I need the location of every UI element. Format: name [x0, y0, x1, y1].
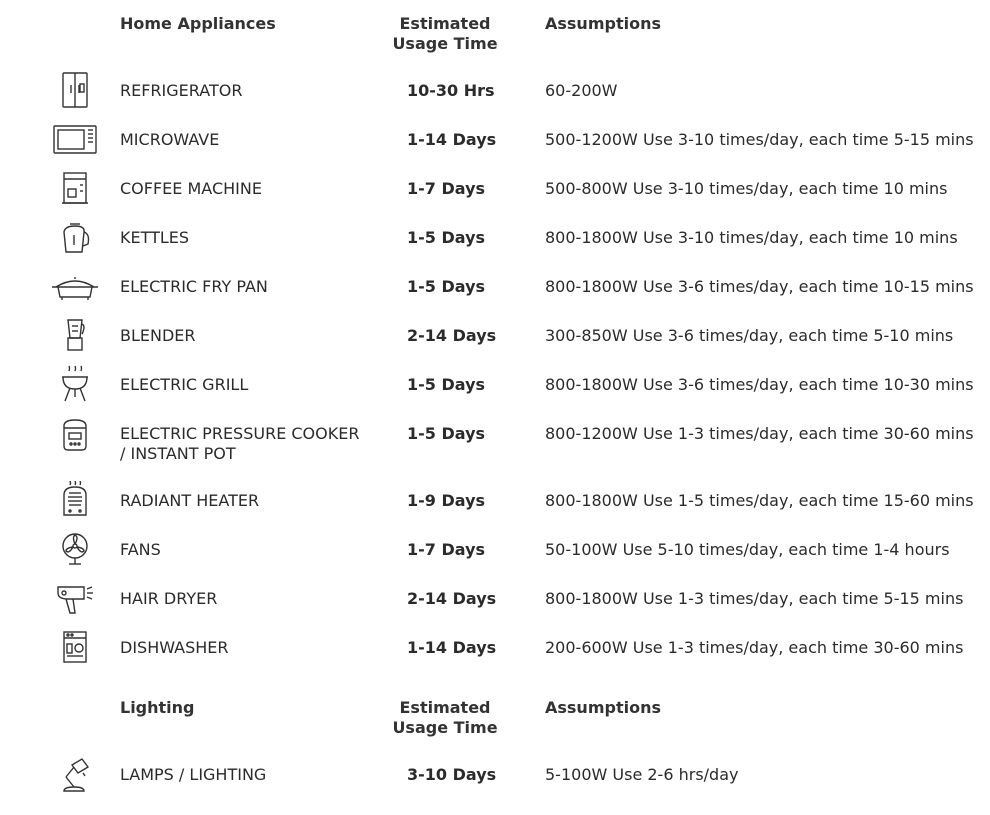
appliance-name: KETTLES [120, 228, 190, 247]
assumptions: 500-800W Use 3-10 times/day, each time 10 mins [545, 179, 948, 198]
assumptions-header: Assumptions [545, 14, 661, 33]
usage-time-header-line2: Usage Time [392, 718, 498, 737]
assumptions: 800-1200W Use 1-3 times/day, each time 30-60 mins [545, 424, 974, 443]
usage-time: 2-14 Days [407, 589, 497, 608]
home-appliances-header: Home Appliances [120, 14, 276, 33]
blender-icon [50, 316, 100, 356]
assumptions-header: Assumptions [545, 698, 661, 717]
lamp-icon [50, 755, 100, 795]
hair-dryer-icon [50, 579, 100, 619]
usage-time-header [375, 698, 515, 738]
grill-icon [50, 365, 100, 405]
microwave-icon [50, 120, 100, 160]
usage-time: 1-5 Days [407, 375, 486, 394]
fan-icon [50, 530, 100, 570]
assumptions: 200-600W Use 1-3 times/day, each time 30-60 mins [545, 638, 964, 657]
appliance-name: REFRIGERATOR [120, 81, 243, 100]
pressure-cooker-icon [50, 414, 100, 454]
appliance-name: LAMPS / LIGHTING [120, 765, 267, 784]
usage-time-header-line1: Estimated [399, 14, 491, 33]
appliance-name-line2: / INSTANT POT [120, 444, 236, 463]
usage-time: 1-7 Days [407, 540, 486, 559]
appliance-name: BLENDER [120, 326, 196, 345]
appliance-name: HAIR DRYER [120, 589, 218, 608]
kettle-icon [50, 218, 100, 258]
refrigerator-icon [50, 71, 100, 111]
appliance-name: RADIANT HEATER [120, 491, 260, 510]
usage-time: 10-30 Hrs [407, 81, 495, 100]
assumptions: 500-1200W Use 3-10 times/day, each time 5-15 mins [545, 130, 974, 149]
heater-icon [50, 481, 100, 521]
appliance-name: ELECTRIC GRILL [120, 375, 249, 394]
usage-time-header-line1: Estimated [399, 698, 491, 717]
assumptions: 50-100W Use 5-10 times/day, each time 1-4 hours [545, 540, 950, 559]
assumptions: 800-1800W Use 3-6 times/day, each time 10-15 mins [545, 277, 974, 296]
appliance-name: COFFEE MACHINE [120, 179, 262, 198]
appliance-name [120, 424, 380, 464]
assumptions: 800-1800W Use 3-10 times/day, each time 10 mins [545, 228, 958, 247]
assumptions: 300-850W Use 3-6 times/day, each time 5-10 mins [545, 326, 954, 345]
usage-time-header-line2: Usage Time [392, 34, 498, 53]
usage-time: 1-5 Days [407, 228, 486, 247]
usage-time-header [375, 14, 515, 54]
usage-time: 1-5 Days [407, 277, 486, 296]
usage-time: 1-14 Days [407, 130, 497, 149]
dishwasher-icon [50, 628, 100, 668]
usage-time: 3-10 Days [407, 765, 497, 784]
lighting-header: Lighting [120, 698, 195, 717]
usage-time: 1-7 Days [407, 179, 486, 198]
usage-time: 1-9 Days [407, 491, 486, 510]
appliance-name: FANS [120, 540, 161, 559]
assumptions: 800-1800W Use 1-5 times/day, each time 15-60 mins [545, 491, 974, 510]
assumptions: 800-1800W Use 3-6 times/day, each time 10-30 mins [545, 375, 974, 394]
fry-pan-icon [50, 267, 100, 307]
appliance-name: DISHWASHER [120, 638, 229, 657]
usage-time: 1-5 Days [407, 424, 486, 443]
assumptions: 5-100W Use 2-6 hrs/day [545, 765, 739, 784]
assumptions: 800-1800W Use 1-3 times/day, each time 5-15 mins [545, 589, 964, 608]
usage-time: 1-14 Days [407, 638, 497, 657]
assumptions: 60-200W [545, 81, 618, 100]
usage-time: 2-14 Days [407, 326, 497, 345]
appliance-name: ELECTRIC FRY PAN [120, 277, 268, 296]
coffee-machine-icon [50, 169, 100, 209]
appliance-name-line1: ELECTRIC PRESSURE COOKER [120, 424, 360, 443]
appliance-name: MICROWAVE [120, 130, 220, 149]
